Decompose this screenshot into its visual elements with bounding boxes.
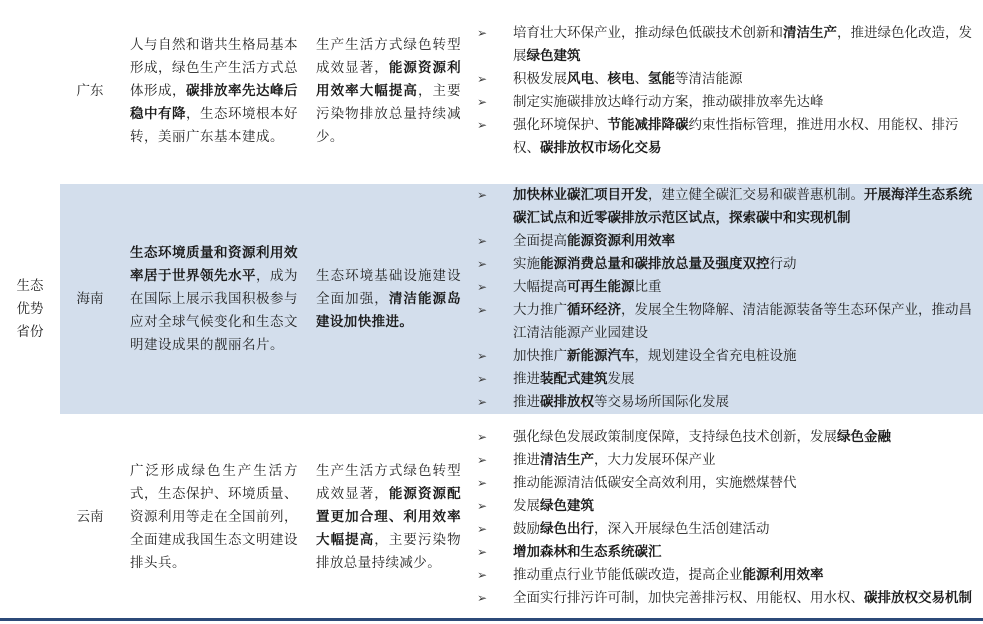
text-run: ，建立健全碳汇交易和碳普惠机制。 [648, 187, 864, 203]
emphasis-text: 碳排放权市场化交易 [540, 140, 662, 156]
arrow-bullet-icon: ➢ [477, 395, 488, 409]
text-run: 生态环境基础设施建设全面加强， [316, 267, 461, 307]
emphasis-text: 装配式建筑 [540, 371, 608, 387]
emphasis-text: 能源利用效率 [742, 566, 824, 583]
arrow-bullet-icon: ➢ [477, 475, 488, 490]
arrow-bullet-icon: ➢ [477, 72, 488, 86]
province-name: 云南 [76, 509, 104, 525]
category-label: 生态优势省份 [16, 278, 44, 340]
measure-item [475, 426, 975, 449]
measures-cell [469, 415, 983, 619]
measure-item [475, 22, 975, 68]
province-cell [60, 0, 120, 183]
text-run: 广泛形成绿色生产生活方式，生态保护、环境质量、资源利用等走在全国前列，全面建成我国生态文明建设排头兵。 [130, 463, 298, 571]
arrow-bullet-icon: ➢ [477, 303, 488, 317]
goal-cell [120, 183, 308, 415]
arrow-bullet-icon: ➢ [477, 118, 488, 132]
text-run: 大幅提高 [513, 279, 567, 295]
text-run: 生产生活方式绿色转型成效显著， [316, 36, 461, 76]
status-cell [308, 183, 469, 415]
arrow-bullet-icon: ➢ [477, 567, 488, 582]
arrow-bullet-icon: ➢ [477, 26, 488, 40]
emphasis-text: 绿色建筑 [540, 497, 594, 514]
text-run: ，深入开展绿色生活创建活动 [594, 520, 770, 537]
arrow-bullet-icon: ➢ [477, 349, 488, 363]
measure-item [475, 345, 975, 368]
text-run: ，大力发展环保产业 [594, 451, 716, 468]
text-run: 鼓励 [513, 520, 540, 537]
measures-list [475, 184, 975, 414]
arrow-bullet-icon: ➢ [477, 280, 488, 294]
measure-item [475, 518, 975, 541]
measure-item [475, 253, 975, 276]
text-run: ，规划建设全省充电桩设施 [634, 348, 797, 364]
emphasis-text: 碳排放权交易机制 [864, 589, 972, 606]
table-row-guangdong [0, 0, 983, 183]
measure-item [475, 449, 975, 472]
measure-item [475, 276, 975, 299]
emphasis-text: 风电 [567, 71, 594, 87]
emphasis-text: 新能源汽车 [567, 348, 635, 364]
text-run: ，主要污染物排放总量持续减少。 [316, 532, 461, 571]
emphasis-text: 能源消费总量和碳排放总量及强度双控 [540, 256, 770, 272]
measures-list [475, 22, 975, 160]
emphasis-text: 能源资源利用效率 [567, 233, 675, 249]
text-run: 发展 [607, 371, 635, 387]
status-cell [308, 0, 469, 183]
measures-cell [469, 183, 983, 415]
emphasis-text: 增加森林和生态系统碳汇 [513, 543, 662, 560]
arrow-bullet-icon: ➢ [477, 234, 488, 248]
emphasis-text: 绿色建筑 [526, 48, 581, 64]
text-run: 约束性指标管理，推进用水权、用能权、排污权、 [513, 117, 959, 156]
text-run: 推动重点行业节能低碳改造，提高企业 [513, 566, 743, 583]
text-run: 等交易场所国际化发展 [594, 394, 729, 410]
text-run: 加快推广 [513, 348, 567, 364]
text-run: 推进 [513, 371, 540, 387]
emphasis-text: 绿色出行 [540, 520, 594, 537]
emphasis-text: 节能减排降碳 [607, 117, 689, 133]
text-run: 、 [634, 71, 648, 87]
text-run: ，成为在国际上展示我国积极参与应对全球气候变化和生态文明建设成果的靓丽名片。 [130, 267, 298, 353]
emphasis-text: 绿色金融 [837, 428, 891, 445]
measures-cell [469, 0, 983, 183]
emphasis-text: 碳排放率先达峰后稳中有降 [130, 82, 298, 122]
text-run: 推进 [513, 394, 540, 410]
goal-cell [120, 0, 308, 183]
arrow-bullet-icon: ➢ [477, 257, 488, 271]
measure-item [475, 564, 975, 587]
emphasis-text: 氢能 [648, 71, 675, 87]
text-run: 积极发展 [513, 71, 567, 87]
measures-list [475, 426, 975, 610]
measure-item [475, 472, 975, 495]
emphasis-text: 清洁能源岛建设加快推进。 [316, 290, 462, 330]
arrow-bullet-icon: ➢ [477, 188, 488, 202]
table-row-yunnan [0, 415, 983, 619]
measure-item [475, 114, 975, 160]
emphasis-text: 加快林业碳汇项目开发 [513, 187, 648, 203]
province-name: 广东 [76, 82, 104, 99]
emphasis-text: 生态环境质量和资源利用效率居于世界领先水平 [130, 244, 298, 284]
province-name: 海南 [76, 290, 104, 307]
measure-item [475, 368, 975, 391]
text-run: 发展 [513, 497, 540, 514]
measure-item [475, 391, 975, 414]
arrow-bullet-icon: ➢ [477, 452, 488, 467]
text-run: 培育壮大环保产业，推动绿色低碳技术创新和 [513, 25, 783, 41]
text-run: ，主要污染物排放总量持续减少。 [316, 82, 461, 145]
text-run: 制定实施碳排放达峰行动方案，推动碳排放率先达峰 [513, 94, 824, 110]
measure-item [475, 184, 975, 230]
text-run: 、 [594, 71, 608, 87]
measure-item [475, 299, 975, 345]
measure-item [475, 495, 975, 518]
measure-item [475, 68, 975, 91]
province-cell [60, 415, 120, 619]
arrow-bullet-icon: ➢ [477, 429, 488, 444]
text-run: 全面实行排污许可制，加快完善排污权、用能权、用水权、 [513, 589, 864, 606]
category-cell [0, 0, 60, 619]
table-row-hainan [0, 183, 983, 415]
emphasis-text: 开展海洋生态系统碳汇试点和近零碳排放示范区试点，探索碳中和实现机制 [513, 187, 972, 226]
emphasis-text: 碳排放权 [540, 394, 594, 410]
arrow-bullet-icon: ➢ [477, 372, 488, 386]
emphasis-text: 循环经济 [567, 302, 621, 318]
arrow-bullet-icon: ➢ [477, 590, 488, 605]
text-run: 行动 [769, 256, 797, 272]
text-run: 大力推广 [513, 302, 567, 318]
arrow-bullet-icon: ➢ [477, 498, 488, 513]
status-cell [308, 415, 469, 619]
text-run: 强化环境保护、 [513, 117, 608, 133]
text-run: 比重 [634, 279, 662, 295]
text-run: 等清洁能源 [675, 71, 743, 87]
measure-item [475, 541, 975, 564]
text-run: 全面提高 [513, 233, 567, 249]
measure-item [475, 230, 975, 253]
text-run: 推动能源清洁低碳安全高效利用，实施燃煤替代 [513, 474, 797, 491]
arrow-bullet-icon: ➢ [477, 521, 488, 536]
text-run: 推进 [513, 451, 540, 468]
emphasis-text: 清洁生产 [540, 451, 594, 468]
province-cell [60, 183, 120, 415]
emphasis-text: 能源资源配置更加合理、利用效率大幅提高 [316, 486, 462, 548]
text-run: ，生态环境根本好转，美丽广东基本建成。 [130, 105, 298, 145]
goal-cell [120, 415, 308, 619]
text-run: 强化绿色发展政策制度保障，支持绿色技术创新，发展 [513, 428, 837, 445]
arrow-bullet-icon: ➢ [477, 95, 488, 109]
text-run: 实施 [513, 256, 540, 272]
text-run: 人与自然和谐共生格局基本形成，绿色生产生活方式总体形成， [130, 36, 298, 99]
measure-item [475, 91, 975, 114]
emphasis-text: 清洁生产 [783, 25, 837, 41]
emphasis-text: 核电 [607, 71, 635, 87]
measure-item [475, 587, 975, 610]
text-run: ，发展全生物降解、清洁能源装备等生态环保产业，推动昌江清洁能源产业园建设 [513, 302, 972, 341]
text-run: ，推进绿色化改造，发展 [513, 25, 972, 64]
text-run: 生产生活方式绿色转型成效显著， [316, 463, 461, 502]
bottom-rule [0, 618, 983, 621]
emphasis-text: 能源资源利用效率大幅提高 [316, 59, 462, 99]
arrow-bullet-icon: ➢ [477, 544, 488, 559]
emphasis-text: 可再生能源 [567, 279, 635, 295]
